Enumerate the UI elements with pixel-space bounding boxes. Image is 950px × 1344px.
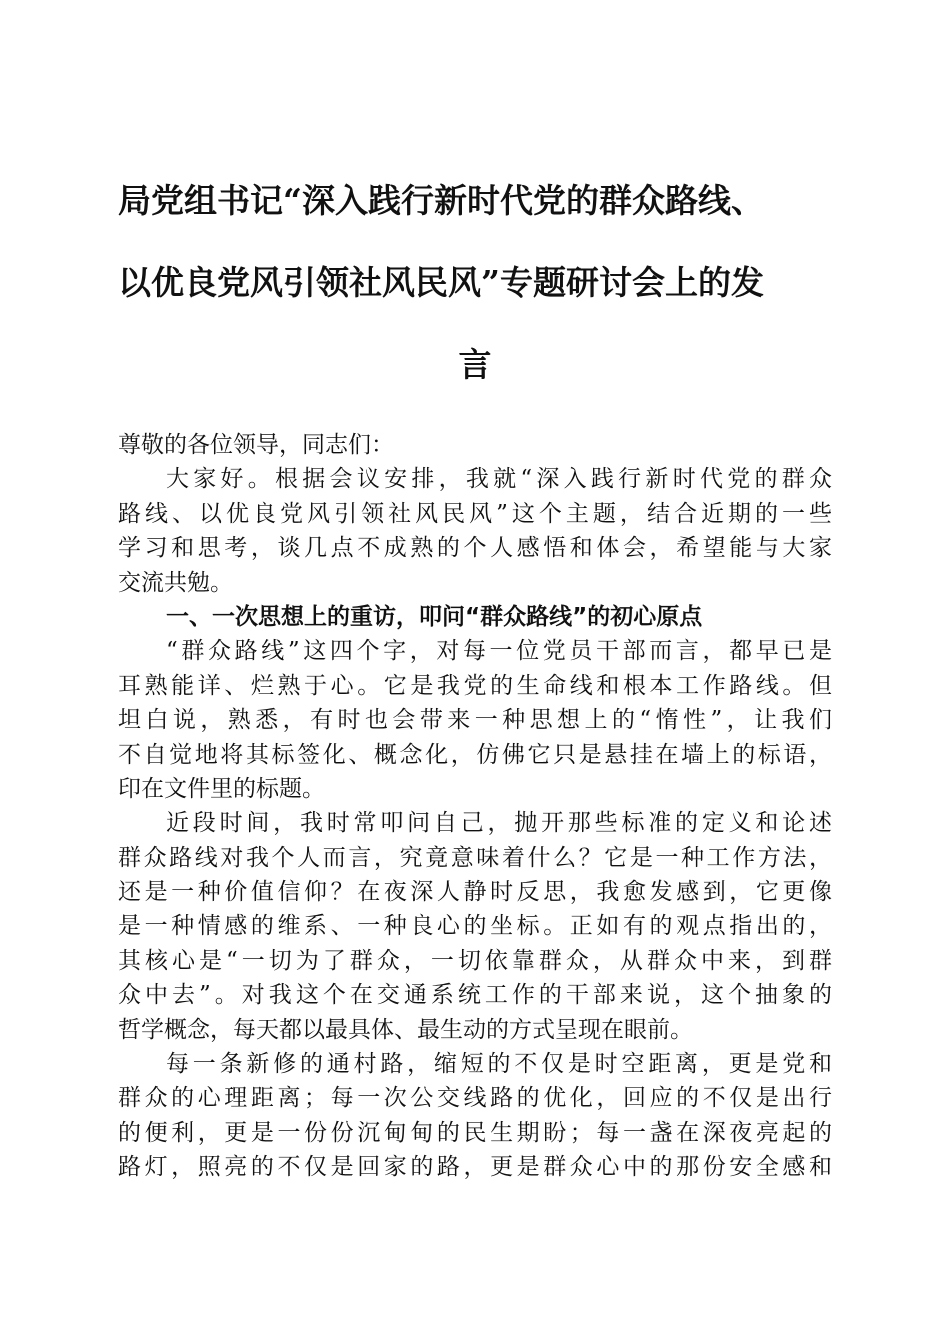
title-line-2: 以优良党风引领社风民风”专题研讨会上的发: [118, 263, 764, 302]
paragraph-3-line-6: 众中去”。对我这个在交通系统工作的干部来说，这个抽象的: [118, 982, 832, 1009]
paragraph-2-line-2: 耳熟能详、烂熟于心。它是我党的生命线和根本工作路线。但: [118, 672, 832, 699]
paragraph-1-line-3: 学习和思考，谈几点不成熟的个人感悟和体会，希望能与大家: [118, 535, 832, 562]
document-body: [118, 428, 832, 1185]
title-line-3: 言: [458, 345, 492, 384]
paragraph-4-line-3: 的便利，更是一份份沉甸甸的民生期盼；每一盏在深夜亮起的: [118, 1119, 832, 1146]
paragraph-4-line-1: 每一条新修的通村路，缩短的不仅是时空距离，更是党和: [166, 1051, 832, 1078]
paragraph-1-line-4: 交流共勉。: [118, 569, 233, 596]
paragraph-2-line-3: 坦白说，熟悉，有时也会带来一种思想上的“惰性”，让我们: [118, 707, 832, 734]
paragraph-3-line-7: 哲学概念，每天都以最具体、最生动的方式呈现在眼前。: [118, 1016, 693, 1043]
paragraph-2-line-5: 印在文件里的标题。: [118, 775, 325, 802]
paragraph-3-line-2: 群众路线对我个人而言，究竟意味着什么？它是一种工作方法，: [118, 844, 832, 871]
paragraph-4-line-4: 路灯，照亮的不仅是回家的路，更是群众心中的那份安全感和: [118, 1154, 832, 1181]
paragraph-1-line-2: 路线、以优良党风引领社风民风”这个主题，结合近期的一些: [118, 500, 832, 527]
paragraph-4-line-2: 群众的心理距离；每一次公交线路的优化，回应的不仅是出行: [118, 1085, 832, 1112]
paragraph-3-line-1: 近段时间，我时常叩问自己，抛开那些标准的定义和论述: [166, 810, 832, 837]
paragraph-3-line-4: 是一种情感的维系、一种良心的坐标。正如有的观点指出的，: [118, 913, 832, 940]
section-heading-1: 一、一次思想上的重访，叩问“群众路线”的初心原点: [166, 603, 703, 630]
paragraph-3-line-5: 其核心是“一切为了群众，一切依靠群众，从群众中来，到群: [118, 947, 832, 974]
paragraph-1-line-1: 大家好。根据会议安排，我就“深入践行新时代党的群众: [166, 466, 832, 493]
paragraph-2-line-4: 不自觉地将其标签化、概念化，仿佛它只是悬挂在墙上的标语，: [118, 741, 832, 768]
document-title: [118, 160, 832, 406]
paragraph-2-line-1: “群众路线”这四个字，对每一位党员干部而言，都早已是: [166, 638, 832, 665]
title-line-1: 局党组书记“深入践行新时代党的群众路线、: [118, 181, 764, 220]
salutation: 尊敬的各位领导，同志们：: [118, 432, 394, 458]
paragraph-3-line-3: 还是一种价值信仰？在夜深人静时反思，我愈发感到，它更像: [118, 879, 832, 906]
